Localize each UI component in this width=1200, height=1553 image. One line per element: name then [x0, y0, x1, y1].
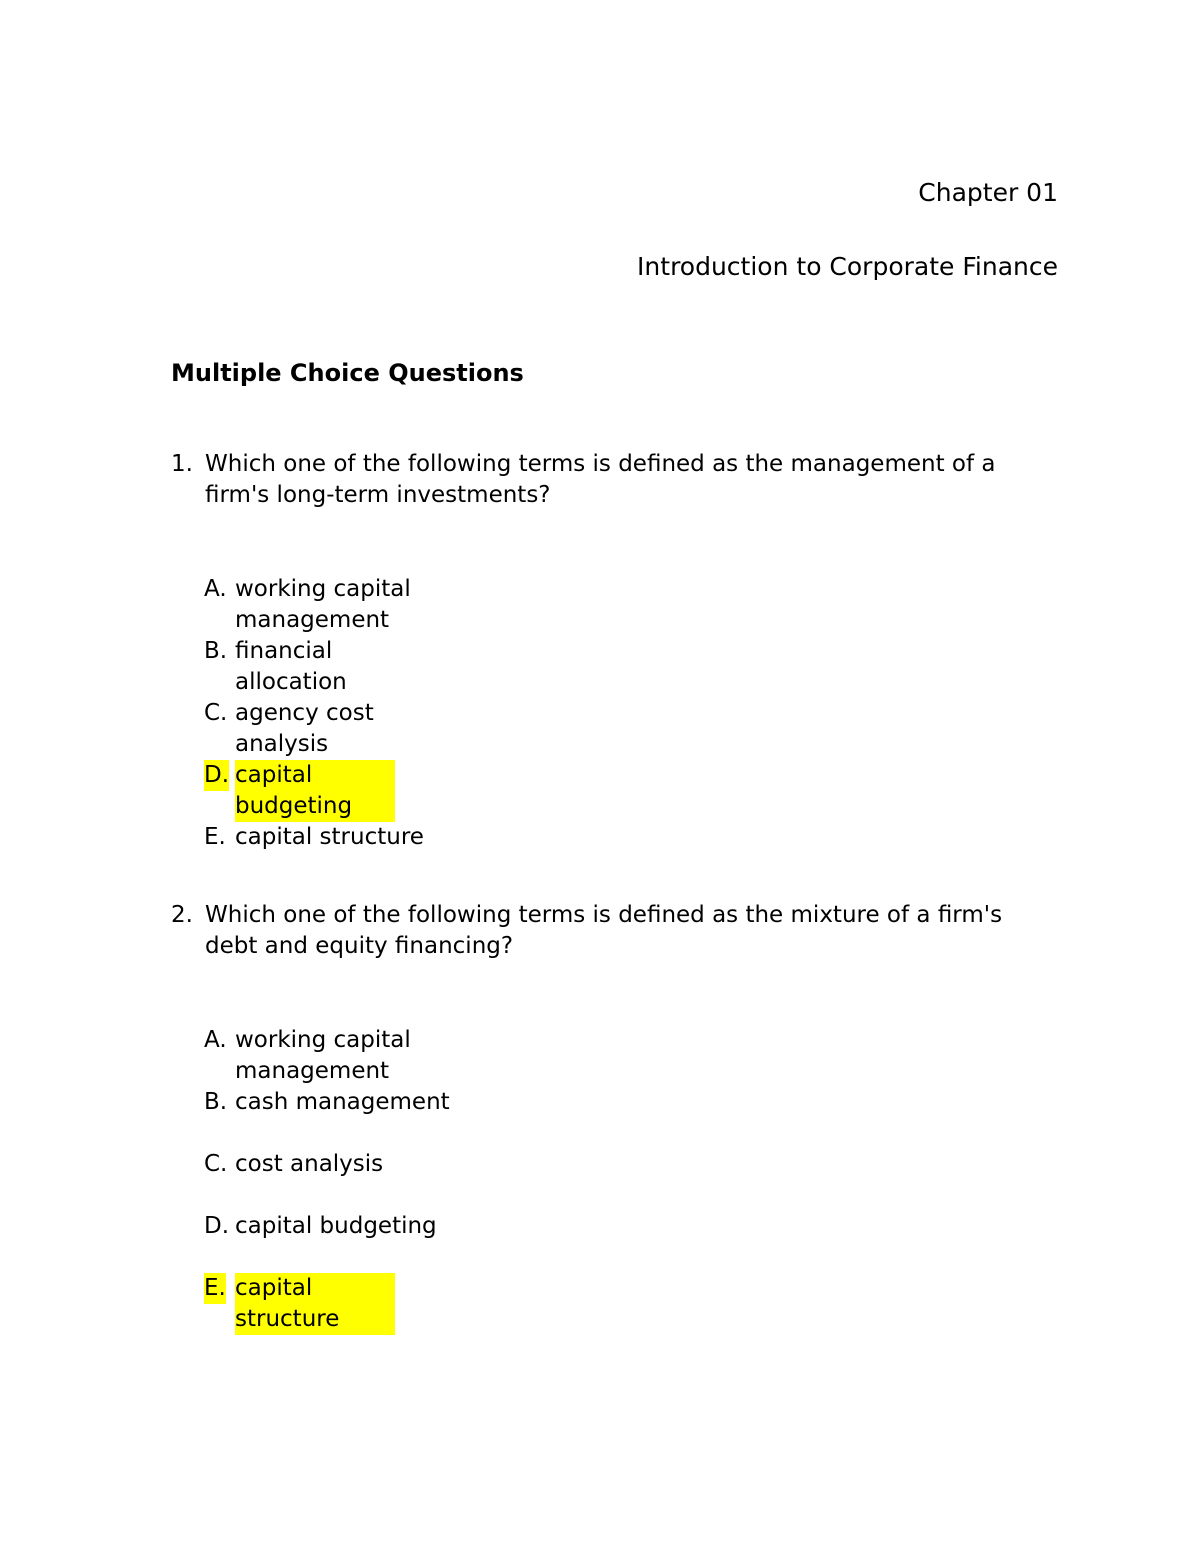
choice-letter: C. [204, 700, 228, 726]
question-2-choices [204, 1025, 454, 1335]
choice-a [204, 1025, 454, 1087]
question-number: 2. [171, 902, 193, 928]
choice-d [204, 1211, 454, 1273]
chapter-label: Chapter 01 [918, 178, 1058, 207]
choice-text: capital structure [235, 1273, 395, 1335]
choice-text: capital budgeting [235, 1213, 437, 1239]
question-number: 1. [171, 451, 193, 477]
choice-a [204, 574, 454, 636]
choice-text: working capital management [235, 1027, 411, 1084]
choice-b [204, 1087, 454, 1149]
choice-c [204, 698, 454, 760]
choice-text: financial allocation [235, 638, 347, 695]
choice-text: agency cost analysis [235, 700, 374, 757]
choice-letter: B. [204, 1089, 228, 1115]
choice-letter: A. [204, 1027, 227, 1053]
section-title: Multiple Choice Questions [171, 359, 524, 387]
question-1-choices [204, 574, 454, 884]
choice-letter: C. [204, 1151, 228, 1177]
choice-letter: E. [204, 824, 226, 850]
choice-text: capital budgeting [235, 760, 395, 822]
chapter-title: Introduction to Corporate Finance [637, 252, 1058, 281]
choice-text: cost analysis [235, 1151, 384, 1177]
choice-e [204, 822, 454, 884]
choice-letter: E. [204, 1273, 226, 1304]
choice-text: capital structure [235, 824, 424, 850]
choice-letter: A. [204, 576, 227, 602]
choice-c [204, 1149, 454, 1211]
choice-b [204, 636, 454, 698]
question-text: Which one of the following terms is defined as the management of a firm's long-term investments? [205, 451, 996, 508]
choice-letter: D. [204, 1213, 230, 1239]
choice-e-correct-answer [204, 1273, 454, 1335]
question-text: Which one of the following terms is defined as the mixture of a firm's debt and equity financing? [205, 902, 1003, 959]
choice-text: cash management [235, 1089, 450, 1115]
choice-letter: D. [204, 760, 229, 791]
choice-letter: B. [204, 638, 228, 664]
choice-d-correct-answer [204, 760, 454, 822]
choice-text: working capital management [235, 576, 411, 633]
